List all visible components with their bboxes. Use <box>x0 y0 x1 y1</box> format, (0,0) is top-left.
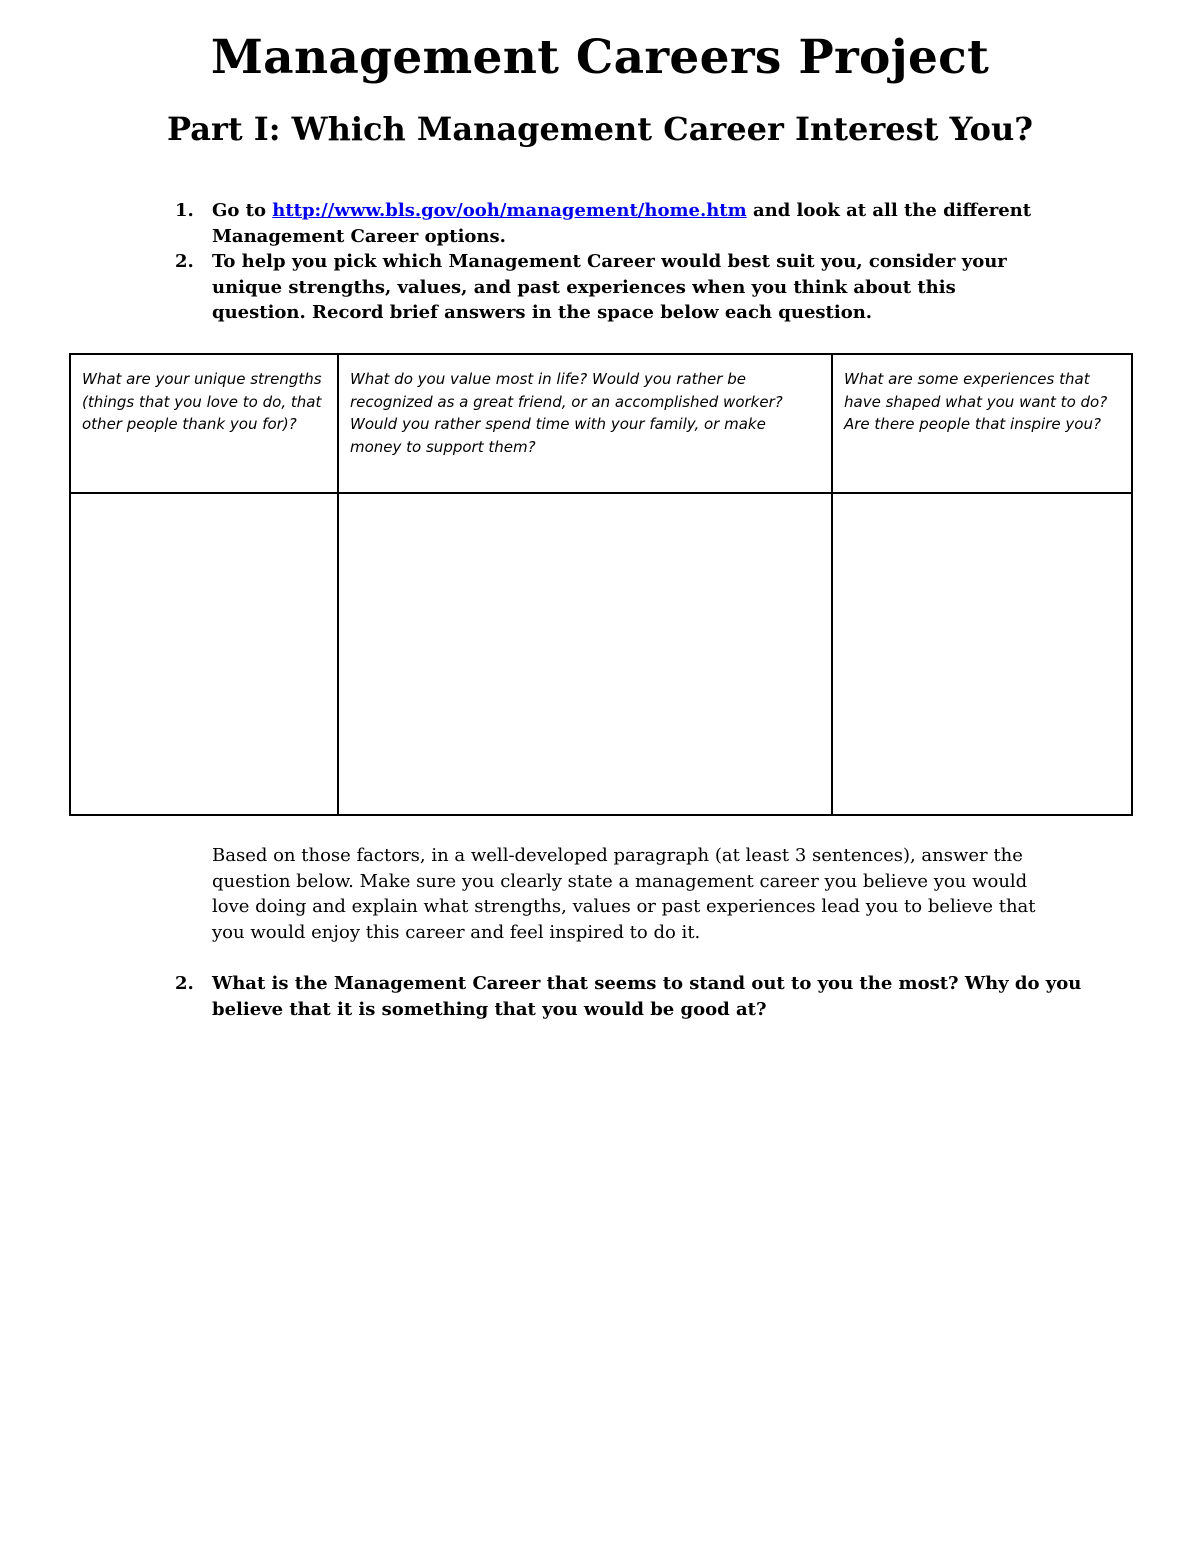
final-question-number: 2. <box>175 973 194 994</box>
answer-cell-strengths[interactable] <box>70 493 338 815</box>
answer-row <box>70 493 1132 815</box>
answer-cell-experiences[interactable] <box>832 493 1132 815</box>
page-subtitle: Part I: Which Management Career Interest You? <box>167 110 1033 148</box>
page-title: Management Careers Project <box>210 30 990 85</box>
instruction-1-suffix: and look at all the different Management Career options. <box>212 200 1032 247</box>
instruction-item-2 <box>175 249 1055 326</box>
instruction-number-2: 2. <box>175 251 194 272</box>
instruction-1-prefix: Go to <box>212 200 273 221</box>
final-question <box>175 971 1112 1022</box>
instruction-item-1 <box>175 198 1055 249</box>
question-row <box>70 354 1132 493</box>
reflection-table <box>69 353 1133 816</box>
answer-cell-values[interactable] <box>338 493 832 815</box>
instruction-number-1: 1. <box>175 200 194 221</box>
question-cell-strengths: What are your unique strengths (things that you love to do, that other people thank you for)? <box>70 354 338 493</box>
final-question-text: What is the Management Career that seems to stand out to you the most? Why do you believe that it is something that you would be good at? <box>212 973 1082 1020</box>
bls-management-link[interactable]: http://www.bls.gov/ooh/management/home.htm <box>272 200 747 221</box>
question-cell-values: What do you value most in life? Would you rather be recognized as a great friend, or an accomplished worker? Would you rather spend time with your family, or make money to support them? <box>338 354 832 493</box>
instruction-2-text: To help you pick which Management Career would best suit you, consider your unique strengths, values, and past experiences when you think about this question. Record brief answers in the space below each question. <box>212 251 1007 323</box>
instructions-paragraph: Based on those factors, in a well-developed paragraph (at least 3 sentences), answer the question below. Make sure you clearly state a management career you believe you would love doing and explain what strengths, values or past experiences lead you to believe that you would enjoy this career and feel inspired to do it. <box>212 845 1036 943</box>
question-cell-experiences: What are some experiences that have shaped what you want to do? Are there people that inspire you? <box>832 354 1132 493</box>
instructions-list <box>175 198 1055 326</box>
